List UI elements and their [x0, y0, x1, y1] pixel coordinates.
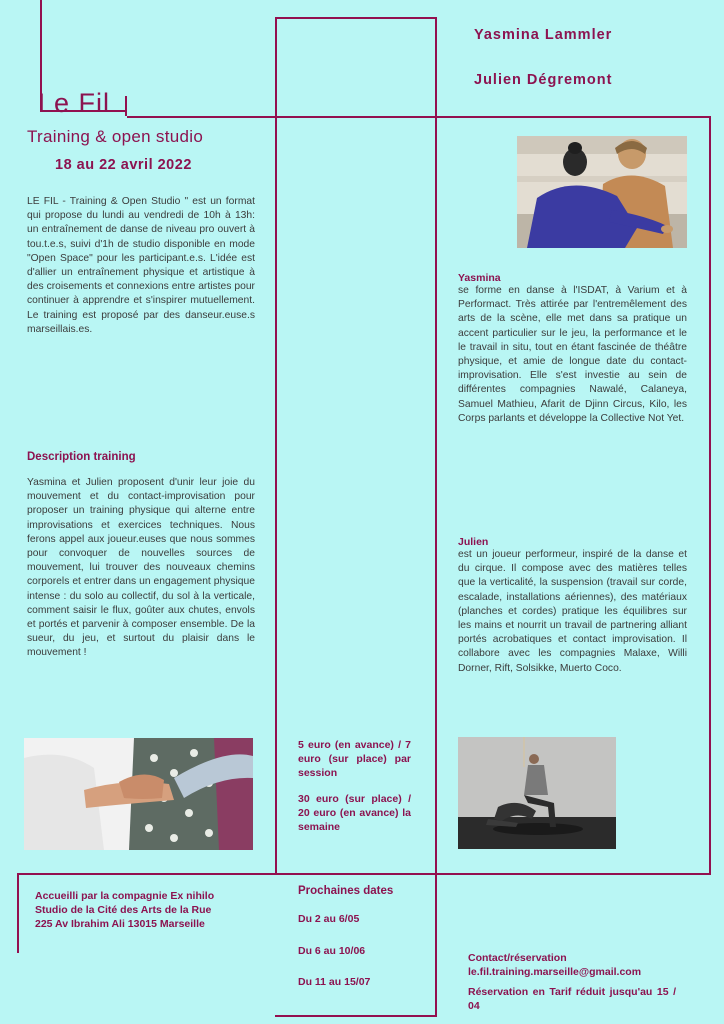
contact-label: Contact/réservation [468, 952, 567, 964]
trainer-name-1: Yasmina Lammler [474, 27, 613, 43]
frame-line [435, 17, 437, 1017]
frame-line [275, 1015, 437, 1017]
trainer-name-2: Julien Dégremont [474, 72, 613, 88]
photo-acrobatics [458, 737, 616, 849]
page-subtitle: Training & open studio [27, 127, 204, 146]
bio-yasmina-text: se forme en danse à l'ISDAT, à Varium et à Performact. Très attirée par l'entremêlement des arts de la scène, elle met dans sa pratique un accent particulier sur le jeu, la performance et le le travail in situ, tout en étant fascinée de théâtre physique, et amie de longue date du contact-improvisation. Elle s'est investie au sein de différentes compagnies Nawalé, Calaneya, Samuel Mathieu, Afarit de Djinn Circus, Kilo, les Corps parlants et développe la Collective Not Yet. [458, 285, 687, 424]
tarif-note: Réservation en Tarif réduit jusqu'au 15 / 04 [468, 986, 676, 1012]
frame-line [125, 96, 127, 116]
price-week: 30 euro (sur place) / 20 euro (en avance) la semaine [298, 793, 411, 833]
photo-hands [24, 738, 253, 850]
frame-line [127, 116, 711, 118]
bio-yasmina-name: Yasmina [458, 272, 501, 284]
next-date-3: Du 11 au 15/07 [298, 976, 371, 988]
photo-duo [517, 136, 687, 248]
venue-line-2: Studio de la Cité des Arts de la Rue [35, 904, 212, 916]
intro-paragraph: LE FIL - Training & Open Studio " est un format qui propose du lundi au vendredi de 10h à 13h: un entraînement de danse de niveau pro ouvert à tou.t.e.s, suivi d'1h de studio disponible en mode "Open Space" pour les participant.e.s. L'idée est d'allier un entraînement physique et artistique à des croisements et connexions entre artistes pour continuer à apprendre et s'inspirer mutuellement. Le training est proposé par des danseur.euse.s marseillais.es. [27, 196, 255, 335]
training-paragraph: Yasmina et Julien proposent d'unir leur joie du mouvement et du contact-improvisation pour proposer un training physique qui alterne entre improvisations et exercices techniques. Nous ferons appel aux joueur.euses que nous sommes pour convoquer de nouvelles sources de mouvement, lui trouver des nouveaux chemins corporels et entrer dans un engagement physique intense : du solo au collectif, du sol à la verticale, comment saisir le flux, goûter aux chutes, envols et portés et parvenir à composer ensemble. De la sueur, du jeu, et surtout du plaisir dans le mouvement ! [27, 477, 255, 659]
frame-line [275, 17, 277, 875]
bio-julien-name: Julien [458, 536, 489, 548]
frame-line [275, 17, 437, 19]
venue-line-3: 225 Av Ibrahim Ali 13015 Marseille [35, 918, 205, 930]
contact-email[interactable]: le.fil.training.marseille@gmail.com [468, 966, 642, 978]
frame-line [17, 873, 19, 953]
price-session: 5 euro (en avance) / 7 euro (sur place) par session [298, 739, 411, 779]
bio-julien-text: est un joueur performeur, inspiré de la danse et du cirque. Il compose avec des matières telles que la verticalité, la suspension (travail sur corde, escalade, installations aériennes), des matériaux (planches et cordes) pratique les équilibres sur les mains et nourrit un travail de partnering alliant portés acrobatiques et contact improvisation. Il collabore avec les compagnies Malaxe, Willi Dorner, Rift, Solsikke, Muerto Coco. [458, 549, 687, 674]
frame-line [17, 873, 711, 875]
frame-line [709, 116, 711, 875]
training-heading: Description training [27, 451, 136, 463]
page-title: Le Fil [38, 88, 111, 118]
venue-line-1: Accueilli par la compagnie Ex nihilo [35, 890, 215, 902]
next-date-2: Du 6 au 10/06 [298, 945, 366, 957]
event-dates: 18 au 22 avril 2022 [55, 157, 192, 173]
next-dates-heading: Prochaines dates [298, 885, 394, 897]
next-date-1: Du 2 au 6/05 [298, 913, 360, 925]
